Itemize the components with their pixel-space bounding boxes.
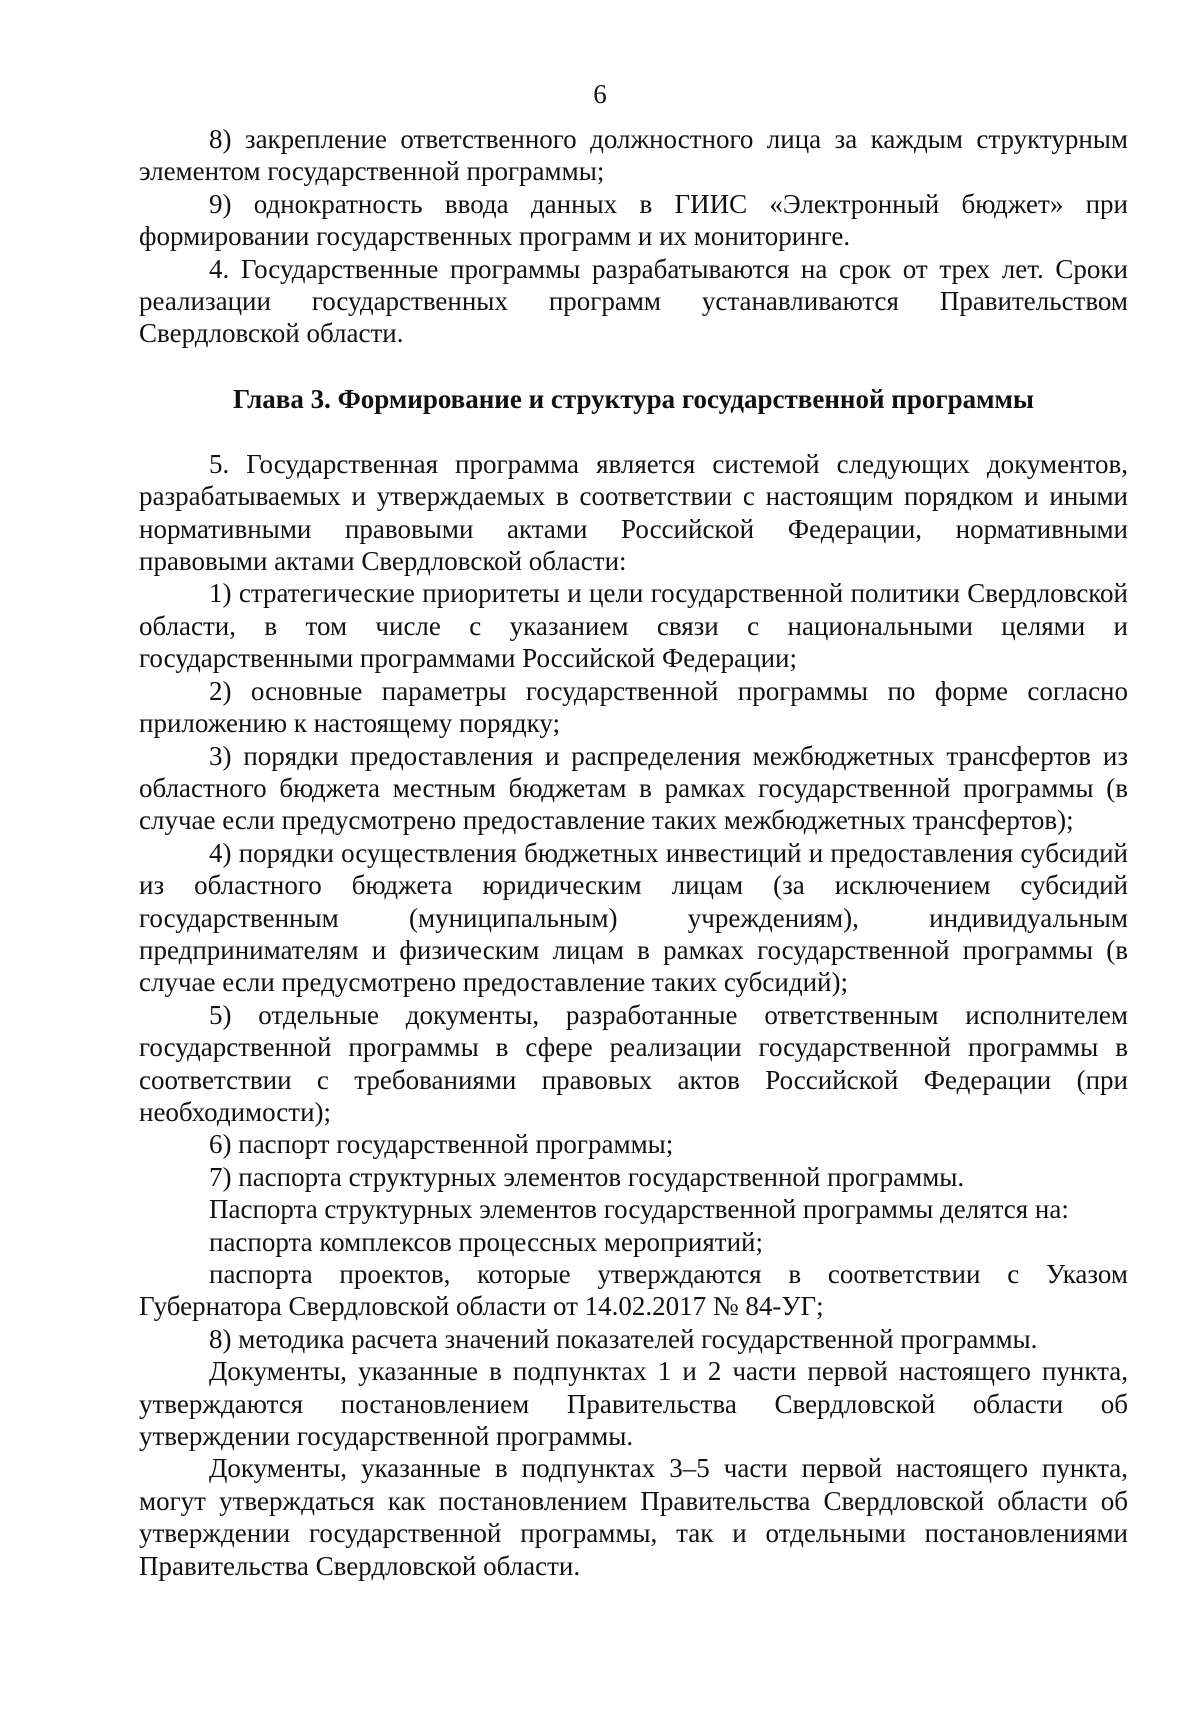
paragraph: 5) отдельные документы, разработанные ответственным исполнителем государственной программы в сфере реализации государственной программы в соответствии с требованиями правовых актов Российской Федерации (при необходимости); [139,999,1128,1127]
paragraph: паспорта проектов, которые утверждаются в соответствии с Указом Губернатора Свердловской области от 14.02.2017 № 84-УГ; [139,1259,1128,1322]
paragraph: 8) методика расчета значений показателей государственной программы. [209,1323,1038,1354]
paragraph: 4) порядки осуществления бюджетных инвестиций и предоставления субсидий из областного бюджета юридическим лицам (за исключением субсидий государственным (муниципальным) учреждениям), индивидуальным предпринимателям и физическим лицам в рамках государственной программы (в случае если предусмотрено предоставление таких субсидий); [139,837,1128,998]
paragraph: 2) основные параметры государственной программы по форме согласно приложению к настоящему порядку; [139,675,1128,739]
paragraph: 6) паспорт государственной программы; [209,1129,674,1160]
paragraph: 5. Государственная программа является системой следующих документов, разрабатываемых и утверждаемых в соответствии с настоящим порядком и иными нормативными правовыми актами Российской Федерации, нормативными правовыми актами Свердловской области: [139,448,1128,577]
document-body [139,123,1128,1582]
paragraph: 3) порядки предоставления и распределения межбюджетных трансфертов из областного бюджета местным бюджетам в рамках государственной программы (в случае если предусмотрено предоставление таких межбюджетных трансфертов); [139,740,1128,836]
page-number: 6 [593,79,607,109]
paragraph: паспорта комплексов процессных мероприятий; [209,1226,763,1257]
paragraph: 9) однократность ввода данных в ГИИС «Электронный бюджет» при формировании государственных программ и их мониторинге. [139,188,1128,252]
paragraph: 1) стратегические приоритеты и цели государственной политики Свердловской области, в том числе с указанием связи с национальными целями и государственными программами Российской Федерации; [139,578,1128,674]
paragraph: 7) паспорта структурных элементов государственной программы. [209,1161,965,1192]
paragraph: Документы, указанные в подпунктах 1 и 2 части первой настоящего пункта, утверждаются постановлением Правительства Свердловской области об утверждении государственной программы. [139,1356,1128,1452]
paragraph: Паспорта структурных элементов государственной программы делятся на: [209,1194,1069,1225]
chapter-heading: Глава 3. Формирование и структура государственной программы [232,383,1035,414]
paragraph: 8) закрепление ответственного должностного лица за каждым структурным элементом государственной программы; [139,124,1128,187]
paragraph: Документы, указанные в подпунктах 3–5 части первой настоящего пункта, могут утверждаться как постановлением Правительства Свердловской области об утверждении государственной программы, так и отдельными постановлениями Правительства Свердловской области. [139,1453,1128,1581]
paragraph: 4. Государственные программы разрабатываются на срок от трех лет. Сроки реализации государственных программ устанавливаются Правительством Свердловской области. [139,253,1128,349]
